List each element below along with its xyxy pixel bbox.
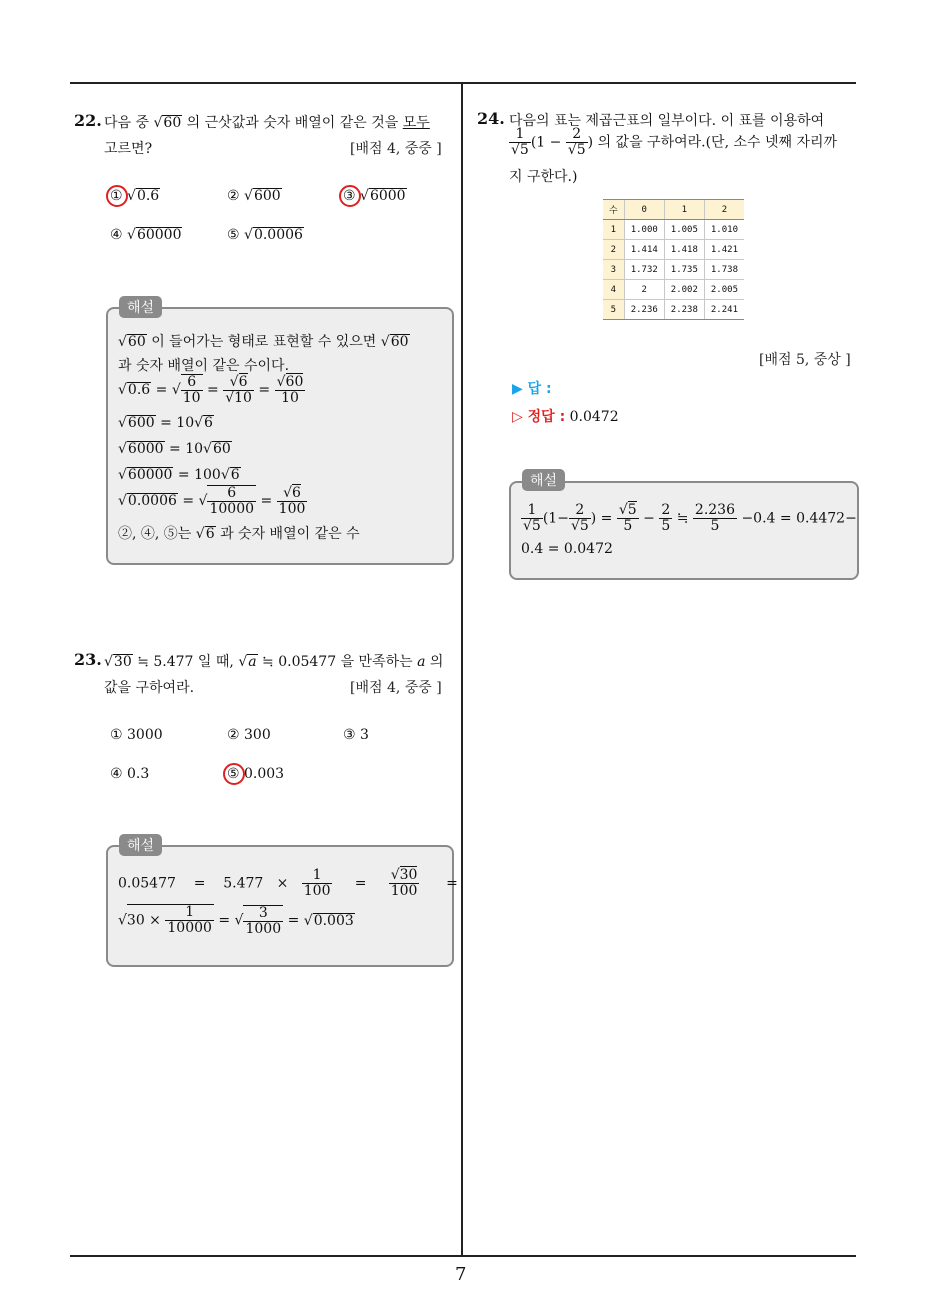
q22-exp-line6: √60000 = 100√6 — [118, 467, 240, 483]
bottom-rule — [70, 1255, 856, 1257]
table-cell: 1.010 — [704, 220, 744, 240]
table-cell: 4 — [603, 280, 624, 300]
table-row — [603, 240, 744, 260]
q24-number: 24. — [477, 109, 505, 128]
q24-text-line2: $\frac{1}{√5}$ (1 − $\frac{2}{√5}$ ) 의 값을 구하여라.(단, 소수 넷째 자리까 — [511, 126, 838, 158]
table-cell: 2.236 — [624, 300, 664, 320]
q23-option-2: ② 300 — [227, 727, 271, 743]
q22-option-5: ⑤ √0.0006 — [227, 227, 303, 243]
q23-option-3: ③ 3 — [343, 727, 369, 743]
table-cell: 1.421 — [704, 240, 744, 260]
q24-correct-row — [512, 406, 619, 426]
q22-exp-line4: √600 = 10√6 — [118, 415, 213, 431]
q22-exp-line5: √6000 = 10√60 — [118, 441, 231, 457]
q23-exp-line2: √30 × $\frac{1}{10000}$ = √ $\frac{3}{1000}$ = √0.003 — [118, 904, 354, 937]
q22-answer-mark-3 — [339, 185, 361, 207]
table-header: 수 — [603, 200, 624, 220]
q24-score: [배점 5, 중상 ] — [759, 352, 851, 368]
q24-exp-line1: $\frac{1}{√5}$ (1− $\frac{2}{√5}$ ) = $\frac{√5}{5}$ − $\frac{2}{5}$ ≒ $\frac{2.236}{5}$ −0.4 = 0.4472− — [523, 502, 857, 534]
column-divider — [461, 83, 463, 1257]
q23-explanation-tag: 해설 — [119, 834, 162, 856]
q23-number: 23. — [74, 650, 102, 669]
q22-number: 22. — [74, 111, 102, 130]
table-cell: 1.000 — [624, 220, 664, 240]
q22-explanation-tag: 해설 — [119, 296, 162, 318]
q24-text-line1: 다음의 표는 제곱근표의 일부이다. 이 표를 이용하여 — [509, 113, 825, 129]
q24-explanation-tag: 해설 — [522, 469, 565, 491]
q24-correct-value: 0.0472 — [569, 409, 619, 425]
table-row — [603, 300, 744, 320]
table-row — [603, 260, 744, 280]
square-root-table — [603, 199, 744, 320]
q23-answer-mark-5 — [223, 763, 245, 785]
q22-exp-line2: 과 숫자 배열이 같은 수이다. — [118, 358, 290, 374]
top-rule — [70, 82, 856, 84]
table-header: 2 — [704, 200, 744, 220]
q22-text-line1: 다음 중 √60 의 근삿값과 숫자 배열이 같은 것을 모두 — [104, 115, 430, 131]
q22-exp-line7: √0.0006 = √ $\frac{6}{10000}$ = $\frac{√6}{100}$ — [118, 484, 306, 517]
q22-exp-line8: ②, ④, ⑤는 √6 과 숫자 배열이 같은 수 — [118, 526, 360, 542]
q23-text-line1: √30 ≒ 5.477 일 때, √a ≒ 0.05477 을 만족하는 a 의 — [104, 654, 444, 670]
q22-exp-line1: √60 이 들어가는 형태로 표현할 수 있으면 √60 — [118, 334, 409, 350]
table-cell: 2.238 — [664, 300, 704, 320]
q22-option-4: ④ √60000 — [110, 227, 182, 243]
q22-option-1: ① √0.6 — [110, 188, 160, 204]
table-cell: 2.005 — [704, 280, 744, 300]
q24-text-line3: 지 구한다.) — [509, 169, 578, 185]
q23-text-line2: 값을 구하여라. — [104, 680, 195, 696]
table-cell: 2.241 — [704, 300, 744, 320]
q22-exp-line3: √0.6 = √ $\frac{6}{10}$ = $\frac{√6}{√10}$ = $\frac{√60}{10}$ — [118, 373, 304, 406]
table-cell: 2 — [624, 280, 664, 300]
q23-option-5: ⑤ 0.003 — [227, 766, 285, 782]
q24-correct-label: ▷ 정답 : — [512, 409, 566, 425]
table-cell: 1.005 — [664, 220, 704, 240]
table-cell: 5 — [603, 300, 624, 320]
table-cell: 3 — [603, 260, 624, 280]
table-cell: 2.002 — [664, 280, 704, 300]
table-cell: 1.418 — [664, 240, 704, 260]
table-header: 0 — [624, 200, 664, 220]
q23-option-4: ④ 0.3 — [110, 766, 150, 782]
table-row — [603, 220, 744, 240]
table-row — [603, 280, 744, 300]
page-number: 7 — [455, 1264, 467, 1285]
table-cell: 1 — [603, 220, 624, 240]
table-header: 1 — [664, 200, 704, 220]
q22-text-line2: 고르면? — [104, 141, 153, 157]
table-cell: 2 — [603, 240, 624, 260]
q24-answer-label: ▶ 답 : — [512, 381, 552, 397]
q22-option-2: ② √600 — [227, 188, 281, 204]
q24-exp-line2: 0.4 = 0.0472 — [521, 541, 613, 557]
table-cell: 1.732 — [624, 260, 664, 280]
table-cell: 1.735 — [664, 260, 704, 280]
q22-option-3: ③ √6000 — [343, 188, 406, 204]
q22-answer-mark-1 — [106, 185, 128, 207]
q23-exp-line1: 0.05477 = 5.477 × $\frac{1}{100}$ = $\frac{√30}{100}$ = — [118, 867, 458, 899]
table-cell: 1.738 — [704, 260, 744, 280]
q23-option-1: ① 3000 — [110, 727, 163, 743]
q23-score: [배점 4, 중중 ] — [350, 680, 442, 696]
q22-score: [배점 4, 중중 ] — [350, 141, 442, 157]
table-cell: 1.414 — [624, 240, 664, 260]
